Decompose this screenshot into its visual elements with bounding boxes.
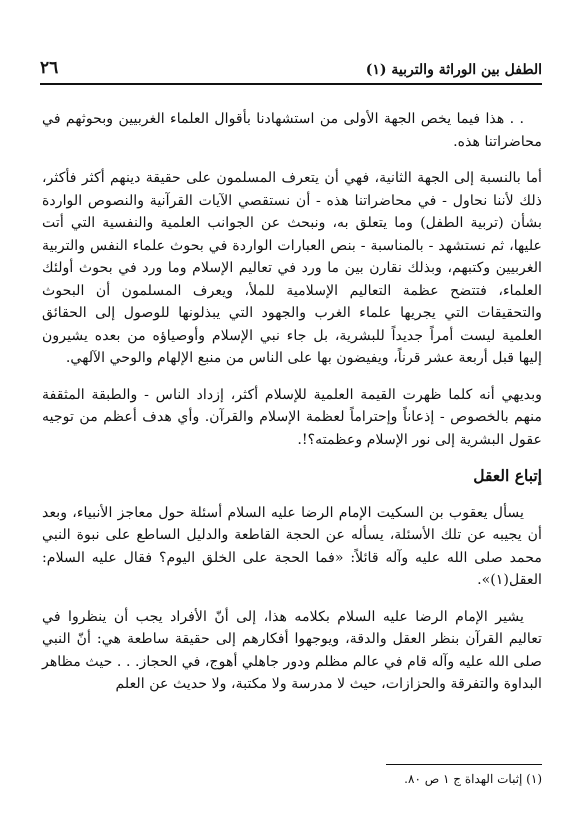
footnote-rule [386, 764, 542, 765]
paragraph: أما بالنسبة إلى الجهة الثانية، فهي أن يتعرف المسلمون على حقيقة دينهم أكثر فأكثر، ذلك لأننا نحاول - في محاضراتنا هذه - أن نستقصي الآيات القرآنية والنصوص الواردة بشأن (تربية الطفل) وما يتعلق به، ونبحث عن الجوانب العلمية والنفسية التي أتت عليها، ثم نستشهد - بالمناسبة - بنص العبارات الواردة في بحوث علماء النفس والتربية الغربيين وكتبهم، وبذلك نقارن بين ما ورد في تعاليم الإسلام وما ورد في بحوث أولئك العلماء، فتتضح عظمة التعاليم الإسلامية للملأ، ويعرف المسلمون أن البحوث والتحقيقات التي يجريها علماء الغرب والجهود التي يبذلونها للوصول إلى الحقائق العلمية ليست أمراً جديداً للبشرية، بل جاء نبي الإسلام وأوصياؤه من بعده يشيرون إليها قبل أربعة عشر قرناً، ويفيضون بها على الناس من منبع الإلهام والوحي الآلهي. [42, 170, 542, 366]
paragraph: وبديهي أنه كلما ظهرت القيمة العلمية للإسلام أكثر، إزداد الناس - والطبقة المثقفة منهم بالخصوص - إذعاناً وإحتراماً لعظمة الإسلام والقرآن. وأي هدف أعظم من توجيه عقول البشرية إلى نور الإسلام وعظمته؟!. [42, 386, 542, 448]
section-heading: إتباع العقل [473, 466, 542, 485]
main-text [42, 108, 542, 710]
running-title: الطفل بين الوراثة والتربية (١) [365, 62, 542, 78]
footnote: (١) إثبات الهداة ج ١ ص ٨٠. [404, 772, 542, 786]
paragraph: يسأل يعقوب بن السكيت الإمام الرضا عليه السلام أسئلة حول معاجز الأنبياء، وبعد أن يجيبه عن تلك الأسئلة، يسأله عن الحجة القاطعة والدليل الساطع على نبوة النبي محمد صلى الله عليه وآله قائلاً: «فما الحجة على الخلق اليوم؟ فقال عليه السلام: العقل(١)». [42, 504, 542, 588]
paragraph: يشير الإمام الرضا عليه السلام بكلامه هذا، إلى أنّ الأفراد يجب أن ينظروا في تعاليم القرآن بنظر العقل والدقة، ويوجهوا أفكارهم إلى حقيقة ساطعة هي: أنّ النبي صلى الله عليه وآله قام في عالم مظلم ودور جاهلي أهوج، في الحجاز. . . حيث مظاهر البداوة والتفرقة والحزازات، حيث لا مدرسة ولا مكتبة، ولا حديث عن العلم [42, 608, 542, 692]
header-rule [40, 83, 542, 85]
running-header [40, 58, 542, 78]
paragraph: . . هذا فيما يخص الجهة الأولى من استشهادنا بأقوال العلماء الغربيين وبحوثهم في محاضراتنا هذه. [42, 111, 542, 150]
page-number: ٢٦ [40, 58, 59, 78]
